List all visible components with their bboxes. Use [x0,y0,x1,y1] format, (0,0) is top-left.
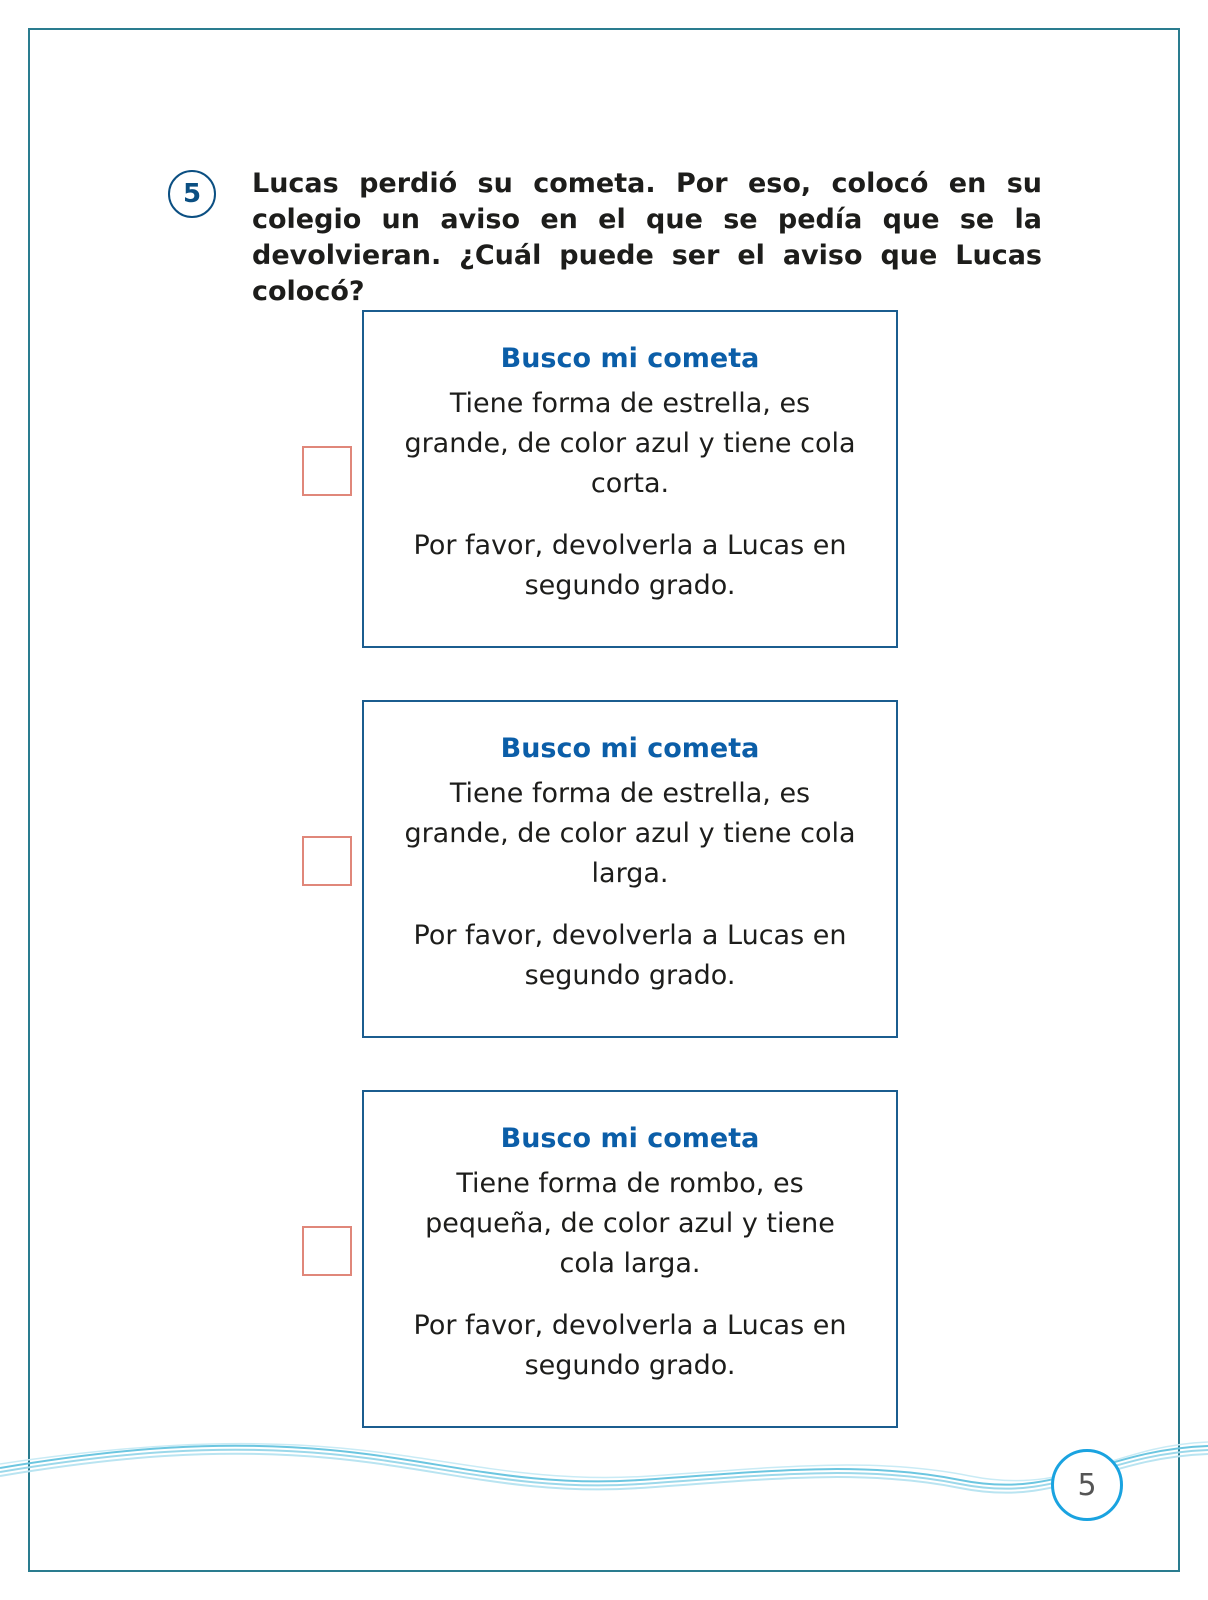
notice-request: Por favor, devolverla a Lucas en segundo grado. [413,920,847,991]
answer-checkbox-2[interactable] [302,836,352,886]
decorative-wave [0,1440,1208,1520]
notice-box-3 [362,1090,898,1428]
notice-request: Por favor, devolverla a Lucas en segundo grado. [413,530,847,601]
question-number: 5 [182,179,202,209]
notice-description: Tiene forma de rombo, es pequeña, de color azul y tiene cola larga. [425,1168,835,1279]
notice-description: Tiene forma de estrella, es grande, de color azul y tiene cola larga. [404,778,856,889]
question-number-badge [168,170,216,218]
notice-request: Por favor, devolverla a Lucas en segundo grado. [413,1310,847,1381]
page-number: 5 [1077,1467,1097,1503]
notice-title: Busco mi cometa [500,343,760,374]
notice-title: Busco mi cometa [500,733,760,764]
notice-box-2 [362,700,898,1038]
notice-box-1 [362,310,898,648]
notice-description: Tiene forma de estrella, es grande, de color azul y tiene cola corta. [404,388,856,499]
answer-checkbox-3[interactable] [302,1226,352,1276]
page-number-badge [1051,1449,1123,1521]
answer-checkbox-1[interactable] [302,446,352,496]
question-text: Lucas perdió su cometa. Por eso, colocó en su colegio un aviso en el que se pedía que se la devolvieran. ¿Cuál puede ser el aviso que Lucas colocó? [252,168,1042,307]
notice-title: Busco mi cometa [500,1123,760,1154]
